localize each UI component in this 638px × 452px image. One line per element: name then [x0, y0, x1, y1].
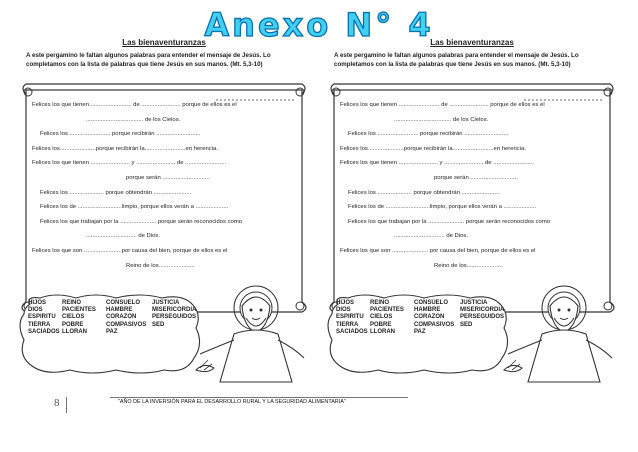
word-item: PACIENTES — [370, 307, 404, 314]
panel-title: Las bienaventuranzas — [430, 38, 514, 47]
text-line: Felices los que tienen ........................ y ........................ de ......................... — [32, 160, 227, 167]
word-bank-bubble — [324, 294, 510, 376]
word-bank — [336, 300, 512, 335]
text-line: Felices los de ...........................limpio, porque ellos verán a .................... — [40, 204, 229, 211]
text-line: Felices los ..................... porque obtendrán ....................... — [348, 189, 500, 196]
word-item: SED — [460, 321, 473, 328]
jesus-illustration-icon — [194, 282, 310, 386]
word-item: PAZ — [106, 328, 118, 335]
text-line: Felices los......................porque recibirán la.........................en herencia. — [32, 145, 218, 152]
word-item: CORAZON — [106, 314, 137, 321]
word-item: HAMBRE — [414, 307, 441, 314]
word-item: ESPIRITU — [28, 314, 56, 321]
word-item: ESPIRITU — [336, 314, 364, 321]
parchment-scroll — [16, 80, 312, 316]
word-item: CORAZON — [414, 314, 445, 321]
text-line: Felices los ......................... porque recibirán ........................... — [348, 131, 509, 138]
word-item: PERSEGUIDOS — [460, 314, 505, 321]
parchment-scroll — [324, 80, 620, 316]
text-line: Reino de los...................... — [126, 262, 195, 269]
jesus-illustration-icon — [502, 282, 618, 386]
panel-title: Las bienaventuranzas — [122, 38, 206, 47]
word-item: LLORAN — [370, 328, 395, 335]
text-line: porque serán ............................. — [434, 174, 518, 181]
word-item: MISERICORDIA — [152, 307, 197, 314]
word-item: POBRE — [62, 321, 84, 328]
word-item: PERSEGUIDOS — [152, 314, 197, 321]
worksheet-panel-left — [14, 36, 314, 392]
text-line: Felices los que tienen ......................... de ........................ porque de ellos es el — [32, 102, 237, 108]
text-line: Felices los de ...........................limpio, porque ellos verán a .................... — [348, 204, 537, 211]
instructions-text: A este pergamino le faltan algunos palabras para entender el mensaje de Jesús. Lo completamos con la lista de palabras que tiene Jesús en sus manos. (Mt. 5,3-10) — [26, 52, 271, 68]
word-item: DIOS — [28, 307, 43, 314]
text-line: Felices los ......................... porque recibirán ........................... — [40, 131, 201, 138]
word-item: CONSUELO — [414, 300, 449, 306]
word-item: HAMBRE — [106, 307, 133, 314]
footer-divider — [110, 397, 408, 398]
text-line: ................................... de los Cielos. — [394, 116, 489, 123]
word-bank-bubble — [16, 294, 202, 376]
word-bank — [28, 300, 204, 335]
instructions-text: A este pergamino le faltan algunos palabras para entender el mensaje de Jesús. Lo completamos con la lista de palabras que tiene Jesús en sus manos. (Mt. 5,3-10) — [334, 52, 579, 68]
text-line: Felices los ..................... porque obtendrán ....................... — [40, 189, 192, 196]
word-item: POBRE — [370, 321, 392, 328]
fill-in-lines — [32, 102, 300, 277]
word-item: HIJOS — [28, 300, 47, 306]
word-item: JUSTICIA — [152, 300, 180, 306]
text-line: ............................... de Dios. — [394, 233, 468, 240]
word-item: COMPASIVOS — [106, 321, 147, 328]
word-item: SACIADOS — [336, 328, 368, 335]
text-line: Felices los que tienen ......................... de ........................ porque de ellos es el — [340, 102, 545, 108]
text-line: Felices los......................porque recibirán la.........................en herencia. — [340, 145, 526, 152]
text-line: Felices los que son ...................... por causa del bien, porque de ellos es el — [32, 247, 228, 254]
worksheet-panel-right — [322, 36, 622, 392]
word-item: LLORAN — [62, 328, 87, 335]
word-item: REINO — [370, 300, 390, 306]
word-item: COMPASIVOS — [414, 321, 455, 328]
word-item: TIERRA — [28, 321, 51, 328]
text-line: ................................... de los Cielos. — [86, 116, 181, 123]
word-item: CONSUELO — [106, 300, 141, 306]
word-item: HIJOS — [336, 300, 355, 306]
word-item: DIOS — [336, 307, 351, 314]
page-number: 8 — [54, 397, 67, 413]
word-item: JUSTICIA — [460, 300, 488, 306]
word-item: SACIADOS — [28, 328, 60, 335]
word-item: TIERRA — [336, 321, 359, 328]
word-item: CIELOS — [62, 314, 85, 321]
text-line: Felices los que trabajan por la ...................... porque serán reconocidos como — [40, 218, 243, 225]
text-line: porque serán ............................. — [126, 174, 210, 181]
text-line: Felices los que son ...................... por causa del bien, porque de ellos es el — [340, 247, 536, 254]
word-item: PACIENTES — [62, 307, 96, 314]
word-item: REINO — [62, 300, 82, 306]
page-title: Anexo N° 4 — [204, 6, 434, 44]
word-item: CIELOS — [370, 314, 393, 321]
word-item: PAZ — [414, 328, 426, 335]
text-line: Reino de los...................... — [434, 262, 503, 269]
word-item: MISERICORDIA — [460, 307, 505, 314]
text-line: Felices los que trabajan por la ...................... porque serán reconocidos como — [348, 218, 551, 225]
fill-in-lines — [340, 102, 608, 277]
footer-text: "AÑO DE LA INVERSIÓN PARA EL DESARROLLO RURAL Y LA SEGURIDAD ALIMENTARIA" — [118, 399, 346, 405]
word-item: SED — [152, 321, 165, 328]
text-line: ............................... de Dios. — [86, 233, 160, 240]
text-line: Felices los que tienen ........................ y ........................ de ......................... — [340, 160, 535, 167]
